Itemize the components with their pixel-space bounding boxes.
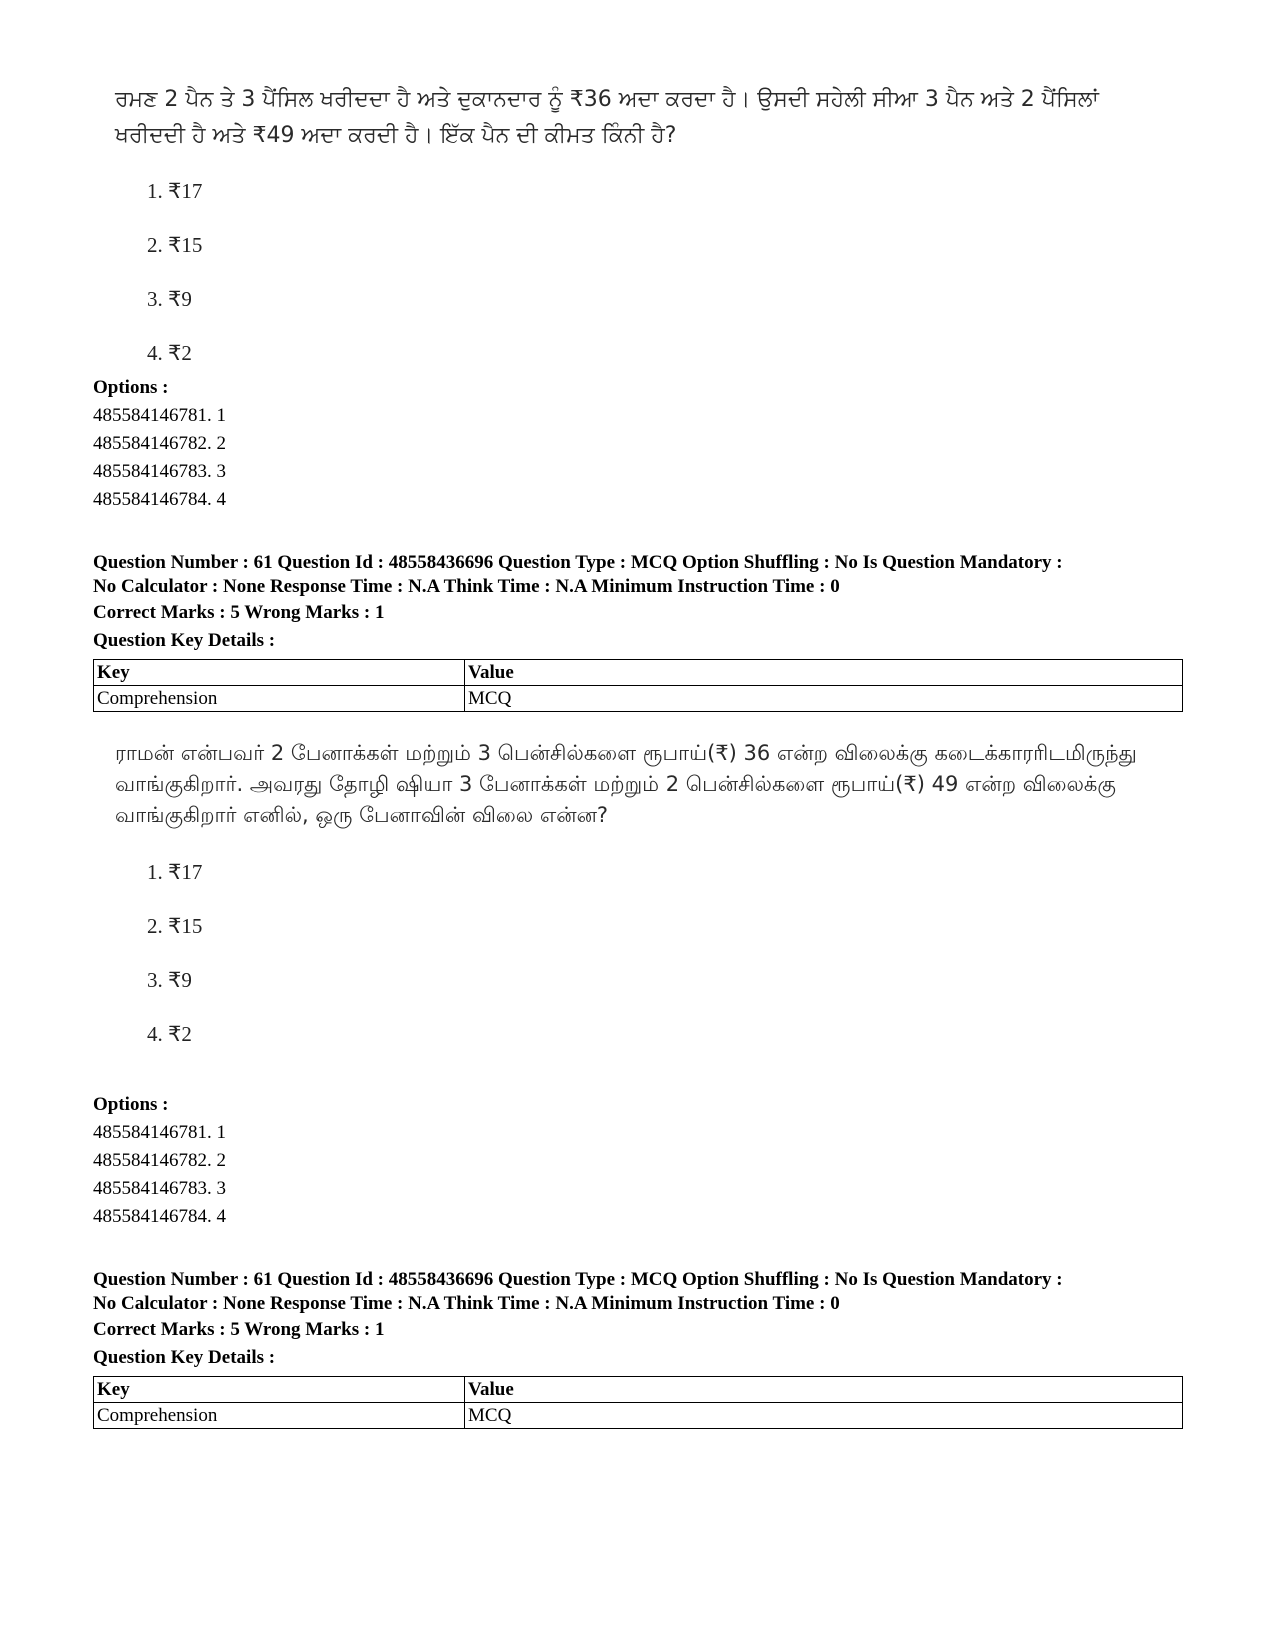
answer-option: 1. ₹17 xyxy=(147,860,203,884)
options-heading: Options : xyxy=(93,1094,169,1115)
question-stem: ਰਮਣ 2 ਪੈਨ ਤੇ 3 ਪੈਂਸਿਲ ਖਰੀਦਦਾ ਹੈ ਅਤੇ ਦੁਕਾਨਦਾਰ ਨੂੰ ₹36 ਅਦਾ ਕਰਦਾ ਹੈ। ਉਸਦੀ ਸਹੇਲੀ ਸੀਆ 3 ਪੈਨ ਅਤੇ 2 ਪੈਂਸਿਲਾਂ ਖਰੀਦਦੀ ਹੈ ਅਤੇ ₹49 ਅਦਾ ਕਰਦੀ ਹੈ। ਇੱਕ ਪੈਨ ਦੀ ਕੀਮਤ ਕਿੰਨੀ ਹੈ? xyxy=(115,87,1099,148)
marks-line: Correct Marks : 5 Wrong Marks : 1 xyxy=(93,602,385,623)
key-details-heading: Question Key Details : xyxy=(93,630,276,651)
options-heading: Options : xyxy=(93,377,169,398)
question-stem: ராமன் என்பவர் 2 பேனாக்கள் மற்றும் 3 பென்சில்களை ரூபாய்(₹) 36 என்ற விலைக்கு கடைக்காரரிடமிருந்து வாங்குகிறார். அவரது தோழி ஷியா 3 பேனாக்கள் மற்றும் 2 பென்சில்களை ரூபாய்(₹) 49 என்ற விலைக்கு வாங்குகிறார் எனில், ஒரு பேனாவின் விலை என்ன? xyxy=(115,741,1137,827)
table-header-row xyxy=(94,1377,1183,1403)
options-list xyxy=(93,1091,1193,1231)
question-meta-line: Question Number : 61 Question Id : 48558436696 Question Type : MCQ Option Shuffling : No Is Question Mandatory : xyxy=(93,552,1063,573)
option-id: 485584146781. 1 xyxy=(93,405,226,426)
question-meta-line: No Calculator : None Response Time : N.A Think Time : N.A Minimum Instruction Time : 0 xyxy=(93,1293,840,1314)
key-details-table xyxy=(93,659,1183,712)
answer-option: 1. ₹17 xyxy=(147,179,203,203)
option-id: 485584146783. 3 xyxy=(93,461,226,482)
answer-option: 3. ₹9 xyxy=(147,968,192,992)
table-header-cell: Value xyxy=(465,660,1183,686)
question-meta-line: Question Number : 61 Question Id : 48558436696 Question Type : MCQ Option Shuffling : No Is Question Mandatory : xyxy=(93,1269,1063,1290)
answer-option: 2. ₹15 xyxy=(147,914,203,938)
table-header-cell: Key xyxy=(94,1377,465,1403)
table-header-row xyxy=(94,660,1183,686)
option-id: 485584146783. 3 xyxy=(93,1178,226,1199)
question-tamil xyxy=(115,738,1155,1061)
question-info xyxy=(93,1268,1203,1372)
question-punjabi xyxy=(115,82,1155,380)
answer-option: 3. ₹9 xyxy=(147,287,192,311)
option-id: 485584146784. 4 xyxy=(93,1206,226,1227)
table-row xyxy=(94,686,1183,712)
answer-option: 4. ₹2 xyxy=(147,1022,192,1046)
table-cell: Comprehension xyxy=(94,1403,465,1429)
question-info xyxy=(93,551,1203,655)
answer-option: 2. ₹15 xyxy=(147,233,203,257)
option-id: 485584146782. 2 xyxy=(93,433,226,454)
answer-list xyxy=(115,845,1155,1061)
option-id: 485584146782. 2 xyxy=(93,1150,226,1171)
options-list xyxy=(93,374,1193,514)
question-meta-line: No Calculator : None Response Time : N.A Think Time : N.A Minimum Instruction Time : 0 xyxy=(93,576,840,597)
answer-option: 4. ₹2 xyxy=(147,341,192,365)
marks-line: Correct Marks : 5 Wrong Marks : 1 xyxy=(93,1319,385,1340)
table-cell: MCQ xyxy=(465,686,1183,712)
table-row xyxy=(94,1403,1183,1429)
option-id: 485584146784. 4 xyxy=(93,489,226,510)
table-cell: MCQ xyxy=(465,1403,1183,1429)
table-header-cell: Key xyxy=(94,660,465,686)
option-id: 485584146781. 1 xyxy=(93,1122,226,1143)
answer-list xyxy=(115,164,1155,380)
table-header-cell: Value xyxy=(465,1377,1183,1403)
table-cell: Comprehension xyxy=(94,686,465,712)
key-details-heading: Question Key Details : xyxy=(93,1347,276,1368)
key-details-table xyxy=(93,1376,1183,1429)
